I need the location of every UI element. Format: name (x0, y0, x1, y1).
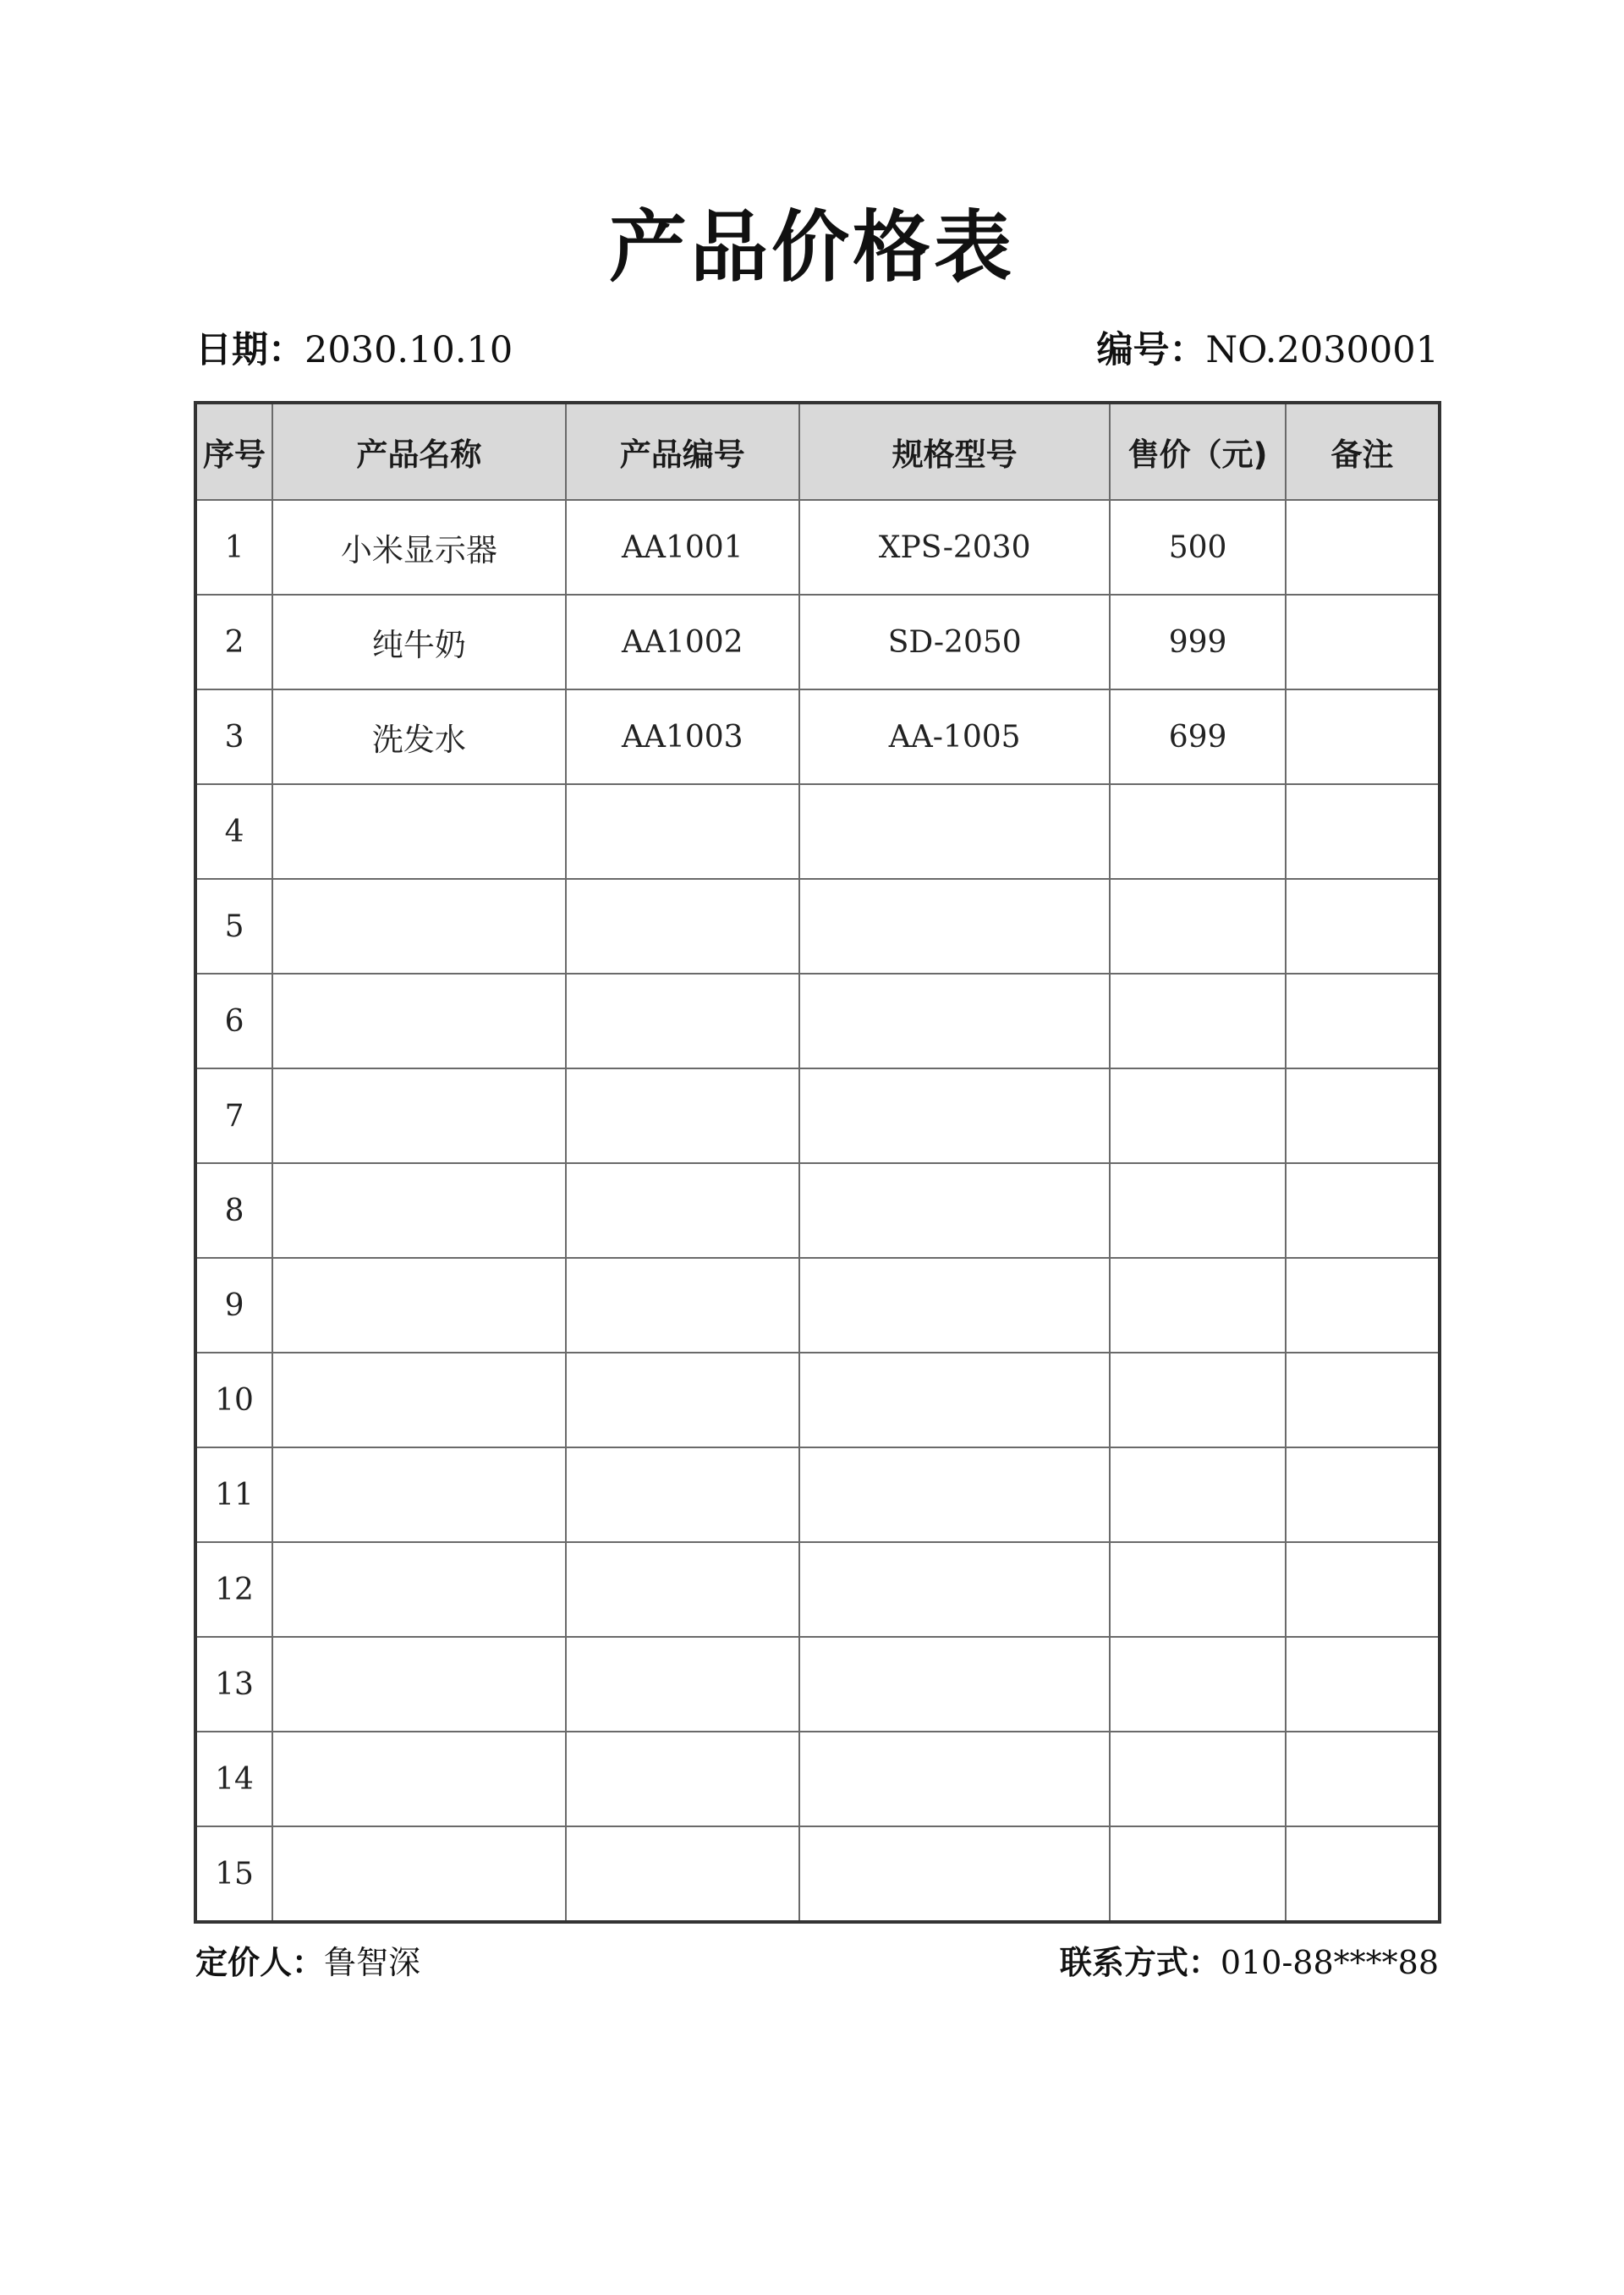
date-value: 2030.10.10 (304, 329, 513, 371)
cell-index: 6 (195, 974, 272, 1068)
cell-remarks (1286, 1732, 1440, 1826)
cell-model: AA-1005 (799, 689, 1110, 784)
table-row (195, 974, 1440, 1068)
cell-index: 15 (195, 1826, 272, 1922)
cell-remarks (1286, 595, 1440, 689)
cell-price (1110, 974, 1285, 1068)
cell-index: 5 (195, 879, 272, 974)
cell-product-name (272, 1447, 565, 1542)
cell-product-code (566, 1732, 799, 1826)
cell-remarks (1286, 1447, 1440, 1542)
cell-model (799, 1732, 1110, 1826)
cell-price: 999 (1110, 595, 1285, 689)
cell-product-name (272, 1637, 565, 1732)
cell-remarks (1286, 500, 1440, 595)
table-row (195, 1258, 1440, 1353)
cell-price (1110, 1163, 1285, 1258)
cell-product-code (566, 879, 799, 974)
cell-product-name: 小米显示器 (272, 500, 565, 595)
table-row (195, 595, 1440, 689)
cell-product-name (272, 1068, 565, 1163)
cell-remarks (1286, 1068, 1440, 1163)
cell-index: 3 (195, 689, 272, 784)
cell-index: 14 (195, 1732, 272, 1826)
cell-price (1110, 784, 1285, 879)
cell-product-code (566, 1353, 799, 1447)
table-row (195, 1826, 1440, 1922)
cell-price (1110, 1258, 1285, 1353)
cell-model (799, 1637, 1110, 1732)
header-cell-model: 规格型号 (799, 403, 1110, 500)
header-cell-price: 售价（元) (1110, 403, 1285, 500)
table-row (195, 689, 1440, 784)
cell-model (799, 1447, 1110, 1542)
cell-index: 10 (195, 1353, 272, 1447)
cell-price (1110, 1732, 1285, 1826)
contact-value: 010-88****88 (1220, 1944, 1439, 1981)
cell-index: 11 (195, 1447, 272, 1542)
cell-model (799, 1258, 1110, 1353)
cell-product-code: AA1001 (566, 500, 799, 595)
cell-product-code (566, 974, 799, 1068)
cell-product-name: 纯牛奶 (272, 595, 565, 689)
table-row (195, 1732, 1440, 1826)
cell-product-name: 洗发水 (272, 689, 565, 784)
table-row (195, 1163, 1440, 1258)
cell-product-name (272, 1732, 565, 1826)
cell-product-name (272, 1258, 565, 1353)
cell-remarks (1286, 1637, 1440, 1732)
cell-model (799, 1353, 1110, 1447)
header-cell-index: 序号 (195, 403, 272, 500)
date-field (195, 325, 513, 376)
cell-remarks (1286, 1163, 1440, 1258)
cell-product-code (566, 1163, 799, 1258)
cell-index: 13 (195, 1637, 272, 1732)
table-row (195, 1353, 1440, 1447)
page-title: 产品价格表 (608, 202, 1015, 293)
cell-product-name (272, 1826, 565, 1922)
cell-product-code (566, 1542, 799, 1637)
cell-product-code (566, 1068, 799, 1163)
contact-label: 联系方式： (1059, 1944, 1221, 1981)
header-cell-product-code: 产品编号 (566, 403, 799, 500)
cell-index: 2 (195, 595, 272, 689)
cell-product-name (272, 1542, 565, 1637)
cell-index: 7 (195, 1068, 272, 1163)
cell-index: 12 (195, 1542, 272, 1637)
cell-product-name (272, 1163, 565, 1258)
cell-price (1110, 1353, 1285, 1447)
pricer-label: 定价人： (195, 1944, 325, 1981)
cell-price (1110, 1447, 1285, 1542)
cell-remarks (1286, 1353, 1440, 1447)
cell-product-code (566, 1637, 799, 1732)
cell-product-name (272, 1353, 565, 1447)
table-row (195, 879, 1440, 974)
cell-price (1110, 1068, 1285, 1163)
cell-price (1110, 1826, 1285, 1922)
table-row (195, 500, 1440, 595)
document-number-field (1096, 325, 1439, 376)
date-label: 日期： (195, 329, 304, 371)
cell-remarks (1286, 974, 1440, 1068)
cell-product-name (272, 974, 565, 1068)
cell-remarks (1286, 689, 1440, 784)
cell-index: 4 (195, 784, 272, 879)
cell-remarks (1286, 1258, 1440, 1353)
cell-remarks (1286, 1826, 1440, 1922)
document-number-value: NO.2030001 (1205, 329, 1439, 371)
cell-product-name (272, 879, 565, 974)
pricer-field (195, 1937, 420, 1988)
cell-remarks (1286, 784, 1440, 879)
table-header-row (195, 403, 1440, 500)
table-row (195, 1068, 1440, 1163)
cell-price (1110, 879, 1285, 974)
contact-field (1060, 1937, 1439, 1988)
document-number-label: 编号： (1096, 329, 1206, 371)
cell-product-code (566, 1826, 799, 1922)
cell-index: 9 (195, 1258, 272, 1353)
cell-product-code (566, 784, 799, 879)
cell-product-code: AA1003 (566, 689, 799, 784)
cell-model (799, 784, 1110, 879)
header-cell-remarks: 备注 (1286, 403, 1440, 500)
cell-model: XPS-2030 (799, 500, 1110, 595)
cell-price: 699 (1110, 689, 1285, 784)
cell-model: SD-2050 (799, 595, 1110, 689)
cell-model (799, 974, 1110, 1068)
cell-price: 500 (1110, 500, 1285, 595)
table-row (195, 1447, 1440, 1542)
cell-product-code (566, 1258, 799, 1353)
cell-model (799, 1826, 1110, 1922)
cell-model (799, 879, 1110, 974)
table-body (195, 500, 1440, 1922)
cell-product-name (272, 784, 565, 879)
price-table (194, 401, 1441, 1924)
cell-index: 1 (195, 500, 272, 595)
cell-model (799, 1163, 1110, 1258)
cell-remarks (1286, 879, 1440, 974)
pricer-value: 鲁智深 (324, 1944, 421, 1981)
table-row (195, 1637, 1440, 1732)
cell-product-code: AA1002 (566, 595, 799, 689)
header-cell-product-name: 产品名称 (272, 403, 565, 500)
cell-price (1110, 1637, 1285, 1732)
cell-model (799, 1542, 1110, 1637)
table-row (195, 1542, 1440, 1637)
cell-price (1110, 1542, 1285, 1637)
cell-product-code (566, 1447, 799, 1542)
table-row (195, 784, 1440, 879)
cell-remarks (1286, 1542, 1440, 1637)
cell-model (799, 1068, 1110, 1163)
cell-index: 8 (195, 1163, 272, 1258)
